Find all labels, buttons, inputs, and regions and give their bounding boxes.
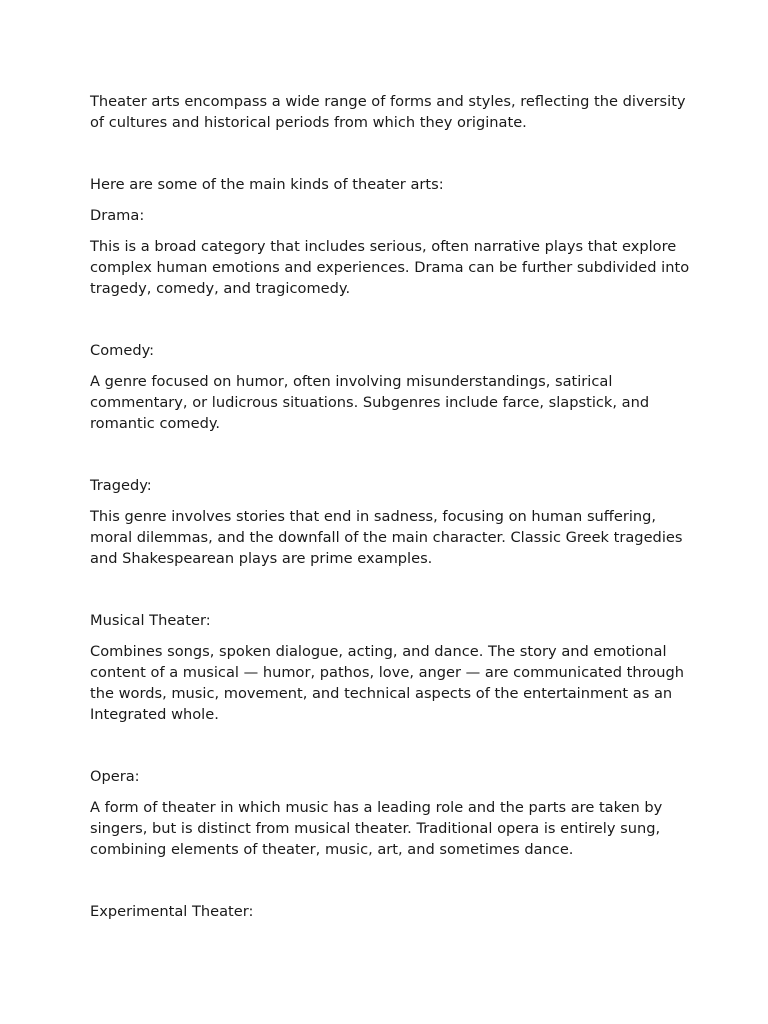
section-heading: Drama: — [90, 207, 145, 224]
document-body — [90, 91, 690, 932]
section-drama — [90, 205, 690, 299]
section-heading: Opera: — [90, 768, 140, 785]
section-body: A form of theater in which music has a leading role and the parts are taken by singers, but is distinct from musical theater. Traditional opera is entirely sung, combining elements of theater, music, art, and sometimes dance. — [90, 799, 663, 858]
section-musical-theater — [90, 610, 690, 725]
section-experimental-theater — [90, 901, 690, 922]
section-body: This genre involves stories that end in sadness, focusing on human suffering, moral dilemmas, and the downfall of the main character. Classic Greek tragedies and Shakespearean plays are prime examples. — [90, 508, 683, 567]
section-heading: Comedy: — [90, 342, 155, 359]
section-comedy — [90, 340, 690, 434]
section-body: Combines songs, spoken dialogue, acting, and dance. The story and emotional content of a musical — humor, pathos, love, anger — are communicated through the words, music, movement, and technical aspects of the entertainment as an Integrated whole. — [90, 643, 684, 723]
section-opera — [90, 766, 690, 860]
intro-paragraph: Theater arts encompass a wide range of forms and styles, reflecting the diversity of cultures and historical periods from which they originate. — [90, 93, 686, 131]
lead-paragraph: Here are some of the main kinds of theater arts: — [90, 176, 444, 193]
section-heading: Tragedy: — [90, 477, 152, 494]
section-heading: Musical Theater: — [90, 612, 211, 629]
section-body: A genre focused on humor, often involving misunderstandings, satirical commentary, or ludicrous situations. Subgenres include farce, slapstick, and romantic comedy. — [90, 373, 650, 432]
section-tragedy — [90, 475, 690, 569]
section-body: This is a broad category that includes serious, often narrative plays that explore complex human emotions and experiences. Drama can be further subdivided into tragedy, comedy, and tragicomedy. — [90, 238, 690, 297]
section-heading: Experimental Theater: — [90, 903, 254, 920]
